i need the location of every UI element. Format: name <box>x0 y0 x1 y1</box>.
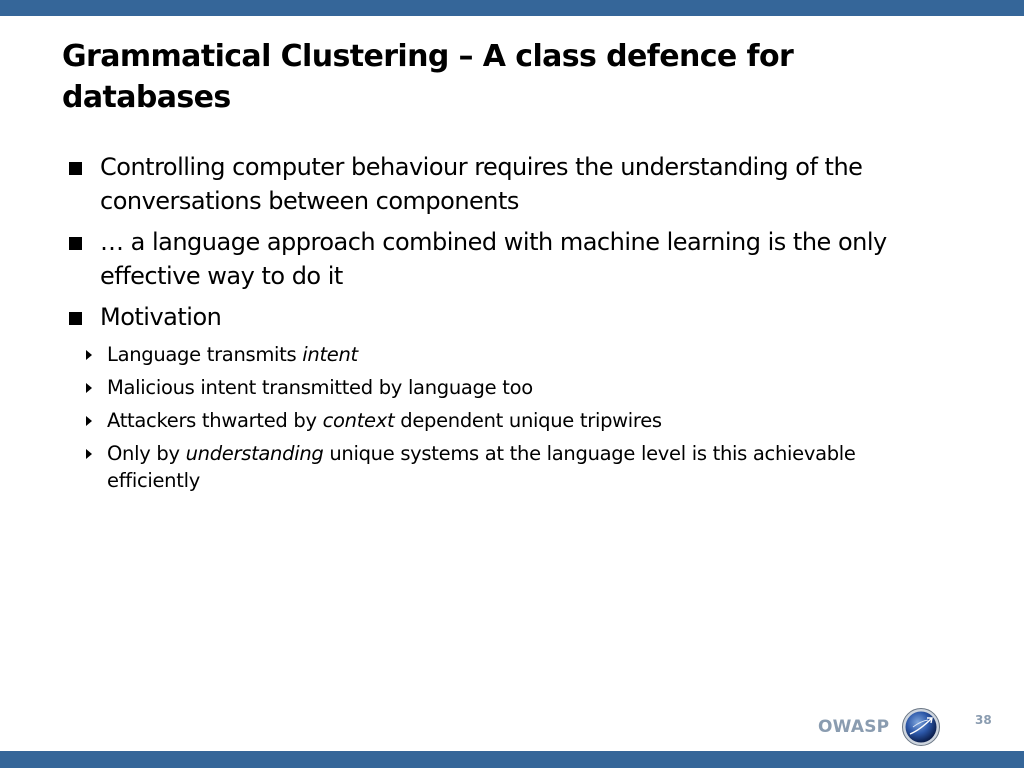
sub-bullet-text: Attackers thwarted by <box>107 409 323 432</box>
square-bullet-icon <box>69 162 82 175</box>
bullet-list <box>62 150 962 500</box>
square-bullet-icon <box>69 237 82 250</box>
owasp-globe-icon <box>901 707 941 747</box>
sub-bullet-text: Only by <box>107 442 186 465</box>
sub-bullet-text: Malicious intent transmitted by language too <box>107 376 533 399</box>
sub-bullet-item <box>62 341 947 368</box>
arrow-bullet-icon <box>86 416 92 426</box>
arrow-bullet-icon <box>86 383 92 393</box>
bullet-item <box>62 225 962 293</box>
bullet-item <box>62 150 962 218</box>
sub-bullet-item <box>62 440 947 494</box>
owasp-logo <box>818 707 941 747</box>
sub-bullet-text: unique systems at the language level is this achievable efficiently <box>107 442 856 492</box>
page-number: 38 <box>975 713 992 727</box>
sub-bullet-emphasis: context <box>322 409 395 432</box>
sub-bullet-text: Language transmits <box>107 343 303 366</box>
sub-bullet-item <box>62 407 947 434</box>
bullet-item-motivation <box>62 300 962 334</box>
top-bar <box>0 0 1024 16</box>
sub-bullet-item <box>62 374 947 401</box>
arrow-bullet-icon <box>86 350 92 360</box>
sub-bullet-group <box>62 341 962 494</box>
arrow-bullet-icon <box>86 449 92 459</box>
square-bullet-icon <box>69 312 82 325</box>
owasp-logo-text: OWASP <box>818 717 890 737</box>
bullet-text: … a language approach combined with machine learning is the only effective way to do it <box>100 228 887 290</box>
slide-title: Grammatical Clustering – A class defence for databases <box>62 39 794 115</box>
sub-bullet-list <box>62 341 962 494</box>
bottom-bar <box>0 751 1024 768</box>
bullet-text: Motivation <box>100 303 222 331</box>
bullet-text: Controlling computer behaviour requires the understanding of the conversations between components <box>100 153 863 215</box>
sub-bullet-emphasis: understanding <box>185 442 324 465</box>
sub-bullet-emphasis: intent <box>302 343 358 366</box>
sub-bullet-text: dependent unique tripwires <box>394 409 662 432</box>
